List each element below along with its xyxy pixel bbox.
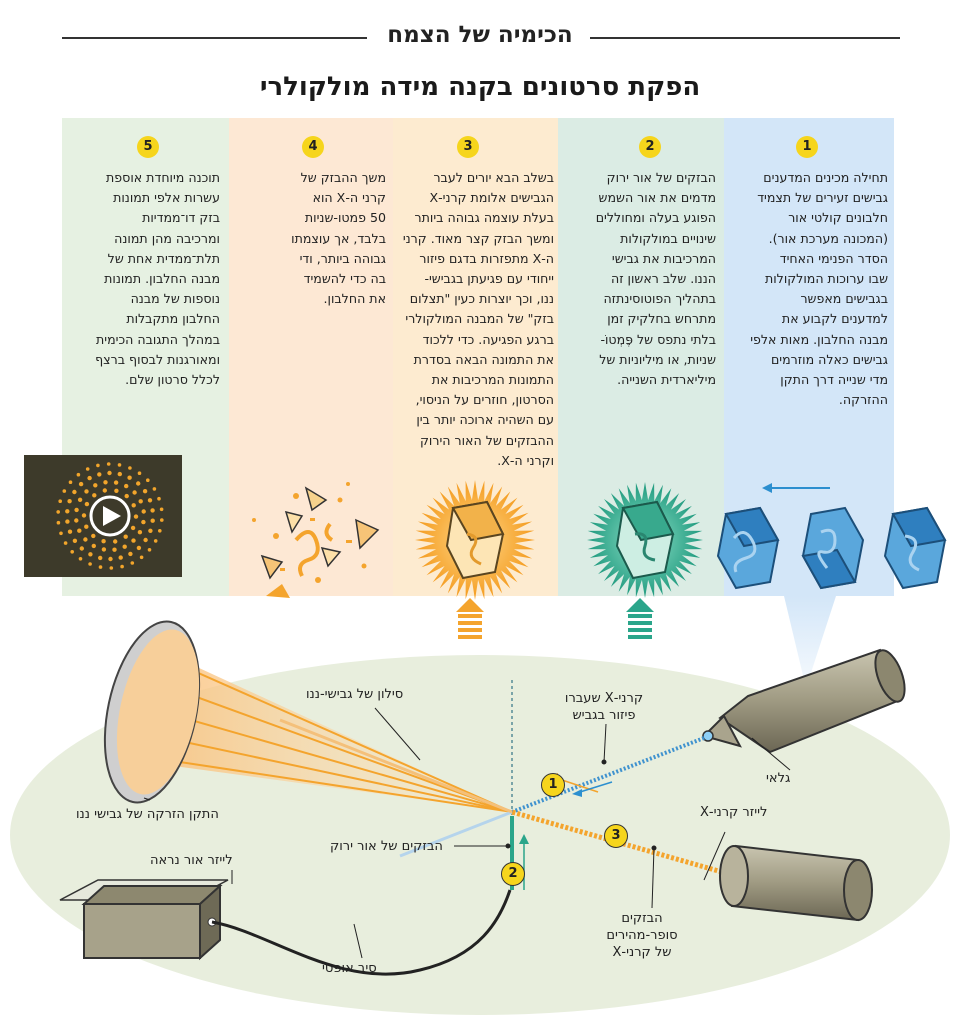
text-line: הגבישים אלומת קרני-X [429, 190, 554, 206]
text-line: ההבזקים של האור הירוק [420, 432, 554, 448]
arrow-head-icon [762, 483, 772, 493]
text-line: המרכיבות את גבישי [611, 250, 716, 266]
text-line: את התמונה הבאה בסדרת [413, 351, 554, 367]
text-line: למדענים לקבוע את [781, 311, 888, 327]
diffraction-dot [137, 546, 141, 550]
diffraction-dot [59, 532, 63, 536]
label-line: קרני-X שעברו [564, 691, 644, 706]
text-line: הפוגע בעלה ומחוללים [595, 210, 716, 226]
diffraction-dot [92, 493, 96, 497]
diffraction-dot [146, 478, 150, 482]
kicker: הכימיה של הצמח [387, 22, 573, 48]
diffraction-dot [93, 483, 97, 487]
diffraction-dot [72, 490, 76, 494]
diffraction-dot [103, 480, 107, 484]
text-line: בתהליך הפוטוסינתזה [603, 291, 716, 307]
diffraction-dot [91, 534, 95, 538]
diffraction-dot [70, 550, 74, 554]
stage-5-number-badge: 5 [137, 136, 159, 158]
diffraction-dot [84, 489, 88, 493]
diffraction-dot [118, 472, 122, 476]
text-line: ומאורגנות לבסוף ברצף [95, 351, 220, 367]
diffraction-dot [80, 546, 84, 550]
page-title: הפקת סרטונים בקנה מידה מולקולרי [259, 72, 701, 102]
diffraction-dot [73, 539, 77, 543]
text-line: בעלת עוצמה גבוהה ביותר [414, 210, 554, 226]
text-line: שניות, או מיליוניות של [599, 351, 716, 367]
text-line: קרני ה-X הוא [312, 190, 386, 206]
diffraction-dot [158, 529, 162, 533]
diffraction-dot [58, 499, 62, 503]
diffraction-dot [114, 489, 118, 493]
diffraction-dot [114, 480, 118, 484]
label-visible-laser: לייזר אור נראה [150, 853, 233, 868]
destroyed-crystal-icon [252, 482, 378, 598]
text-line: תלת־ממדית אחת של [107, 250, 220, 266]
diffraction-dot [86, 467, 90, 471]
text-line: מתרחש בחלקיק זמן [607, 311, 716, 327]
diffraction-dot [88, 552, 92, 556]
diffraction-dot [108, 557, 112, 561]
text-line: חלבונים קולטי אור [788, 210, 888, 226]
text-line: ומרכיבה מהן תמונה [114, 230, 220, 246]
text-line: הסדר הפנימי האחיד [779, 250, 888, 266]
diffraction-dot [132, 490, 136, 494]
label-line: סופר-מהירים [606, 928, 678, 943]
diffraction-dot [153, 487, 157, 491]
text-line: שינויים במולקולות [620, 230, 716, 246]
visible-laser-box [60, 880, 228, 958]
diffraction-dot [83, 537, 87, 541]
diffraction-dot [134, 514, 138, 518]
text-line: בלתי נתפס של פֶּמְטוֹ- [600, 331, 716, 347]
xray-arrow-icon [456, 598, 484, 639]
diffraction-dot [148, 529, 152, 533]
text-line: שבו ערוכות המולקולות [764, 271, 888, 287]
diffraction-dot [67, 499, 71, 503]
text-line: תחילה מכינים המדענים [763, 170, 888, 185]
diffraction-dot [107, 462, 111, 466]
diffraction-dot [123, 545, 127, 549]
diffraction-dot [77, 473, 81, 477]
diffraction-dot [98, 556, 102, 560]
diffraction-dot [140, 556, 144, 560]
diffraction-dot [102, 547, 106, 551]
diffraction-dot [118, 463, 122, 467]
diffraction-dot [92, 544, 96, 548]
diffraction-dot [57, 521, 61, 525]
crystal-icon [718, 508, 778, 588]
diffraction-dot [99, 565, 103, 569]
diffraction-dot [139, 499, 143, 503]
diffraction-dot [120, 565, 124, 569]
diffraction-dot [128, 552, 132, 556]
xray-burst-icon [415, 480, 535, 600]
diffraction-dot [143, 489, 147, 493]
diffraction-dot [136, 481, 140, 485]
text-line: במהלך התגובה הכימית [96, 331, 220, 347]
diffraction-dot [88, 562, 92, 566]
text-line: גבישים כאלה מוזרמים [770, 351, 888, 367]
text-line: (המכונה מערכת אור). [768, 230, 888, 246]
diffraction-dot [87, 476, 91, 480]
label-ultrafast-pulses [596, 910, 688, 961]
text-line: ומשך הבזק קצר מאוד. קרני [402, 230, 554, 246]
diffraction-dot [107, 471, 111, 475]
text-line: ייחודי עם פגיעתן בגבישי- [424, 271, 554, 287]
label-line: הבזקים [621, 911, 663, 926]
label-optical-fiber: סיב אופטי [322, 961, 377, 976]
text-line: החלבון מתקבלות [126, 311, 220, 327]
label-xray-laser: לייזר קרני-X [700, 805, 768, 820]
label-line: פיזור בגביש [572, 708, 636, 723]
text-line: הבזקים של אור ירוק [606, 170, 716, 185]
diffraction-dot [148, 548, 152, 552]
label-green-flashes: הבזקים של אור ירוק [330, 839, 443, 854]
text-line: התמונות המרכיבות את [431, 372, 554, 388]
diffraction-dot [82, 513, 86, 517]
diffraction-dot [131, 526, 135, 530]
diffraction-dot [131, 561, 135, 565]
text-line: בגבישים מאפשר [800, 291, 888, 307]
label-line: של קרני-X [612, 945, 672, 960]
text-line: מיליארדית השנייה. [617, 372, 716, 388]
diffraction-dot [112, 548, 116, 552]
apparatus-badge-2: 2 [501, 862, 525, 886]
diffraction-dot [84, 525, 88, 529]
stage-4-number-badge: 4 [302, 136, 324, 158]
diffraction-dot [65, 509, 69, 513]
text-line: מבנה החלבון. תמונות [104, 271, 220, 287]
text-line: בזק דו־ממדיות [142, 210, 220, 226]
diffraction-dot [160, 518, 164, 522]
text-line: משך ההבזק של [300, 170, 386, 185]
stage-3-number-badge: 3 [457, 136, 479, 158]
green-burst-icon [587, 482, 703, 598]
diffraction-dot [65, 519, 69, 523]
diffraction-dot [151, 519, 155, 523]
text-line: בה כדי להשמיד [303, 271, 386, 287]
label-scattered-xrays [558, 690, 650, 724]
diffraction-dot [154, 539, 158, 543]
diffraction-dot [124, 535, 128, 539]
diffraction-dot [56, 510, 60, 514]
diffraction-dot [157, 497, 161, 501]
crystal-icon [803, 508, 863, 588]
text-line: עם השהיה ארוכה יותר בין [416, 412, 554, 428]
diffraction-dot [143, 538, 147, 542]
diffraction-dot [113, 539, 117, 543]
diffraction-dot [148, 498, 152, 502]
diffraction-dot [138, 530, 142, 534]
diffraction-dot [119, 555, 123, 559]
diffraction-dot [74, 518, 78, 522]
diffraction-dot [69, 480, 73, 484]
diffraction-dot [74, 508, 78, 512]
diffraction-dot [141, 520, 145, 524]
diffraction-dot [79, 482, 83, 486]
label-injector: התקן הזרקה של גבישי ננו [76, 807, 219, 822]
diffraction-dot [138, 471, 142, 475]
diffraction-dot [77, 529, 81, 533]
diffraction-dot [63, 489, 67, 493]
diffraction-dot [132, 503, 136, 507]
text-line: עשרות אלפי תמונות [113, 190, 220, 206]
text-line: מדי שנייה דרך התקן [780, 372, 888, 388]
text-line: ברגע הפגיעה. כדי ללכוד [422, 331, 554, 347]
diffraction-dot [85, 502, 89, 506]
text-line: גבוהה ביותר, ודי [299, 250, 386, 266]
diffraction-dot [125, 494, 129, 498]
text-line: תוכנה מיוחדת אוספת [106, 170, 220, 185]
text-line: ההזרקה. [838, 392, 888, 408]
diffraction-dot [97, 472, 101, 476]
text-line: ננו, וכך יוצרות כעין "תצלום [409, 291, 554, 307]
diffraction-dot [131, 538, 135, 542]
diffraction-dot [103, 488, 107, 492]
text-line: בזק" של המבנה המולקולרי [405, 311, 554, 327]
text-line: 50 פמטו-שניות [304, 210, 386, 226]
text-line: מדמים את אור השמש [598, 190, 716, 206]
diffraction-dot [124, 484, 128, 488]
diffraction-dot [78, 498, 82, 502]
label-nanocrystal-jet: סילון של גבישי-ננו [306, 687, 404, 702]
diffraction-dot [68, 530, 72, 534]
diffraction-dot [128, 466, 132, 470]
stage-1-number-badge: 1 [796, 136, 818, 158]
stage-2-number-badge: 2 [639, 136, 661, 158]
diffraction-dot [150, 508, 154, 512]
label-detector: גלאי [766, 771, 791, 786]
text-line: גבישים זעירים של תצמיד [757, 190, 888, 206]
text-line: וקרני ה-X. [497, 452, 554, 468]
diffraction-dot [79, 557, 83, 561]
diffraction-dot [64, 541, 68, 545]
text-line: הסרטון, חוזרים על הניסוי, [415, 392, 554, 408]
text-line: בשלב הבא יורים לעבר [433, 170, 554, 185]
diffraction-dot [101, 539, 105, 543]
text-line: ה-X מתפזרות בדגם פיזור [419, 250, 554, 266]
text-line: בלבד, אך עוצמתו [291, 230, 386, 246]
text-line: לכלל סרטון שלם. [125, 372, 220, 388]
crystal-icon [885, 508, 945, 588]
diffraction-dot [160, 508, 164, 512]
diffraction-dot [127, 476, 131, 480]
green-light-arrow-icon [626, 598, 654, 639]
text-line: מבנה החלבון. מאות אלפי [750, 331, 888, 347]
text-line: הננו. שלב ראשון זה [610, 271, 716, 287]
diffraction-dot [96, 464, 100, 468]
diffraction-dot [110, 566, 114, 570]
diffraction-dot [142, 509, 146, 513]
apparatus-badge-1: 1 [541, 773, 565, 797]
text-line: את החלבון. [323, 291, 386, 307]
apparatus-badge-3: 3 [604, 824, 628, 848]
text-line: נוספות של מבנה [130, 291, 220, 307]
